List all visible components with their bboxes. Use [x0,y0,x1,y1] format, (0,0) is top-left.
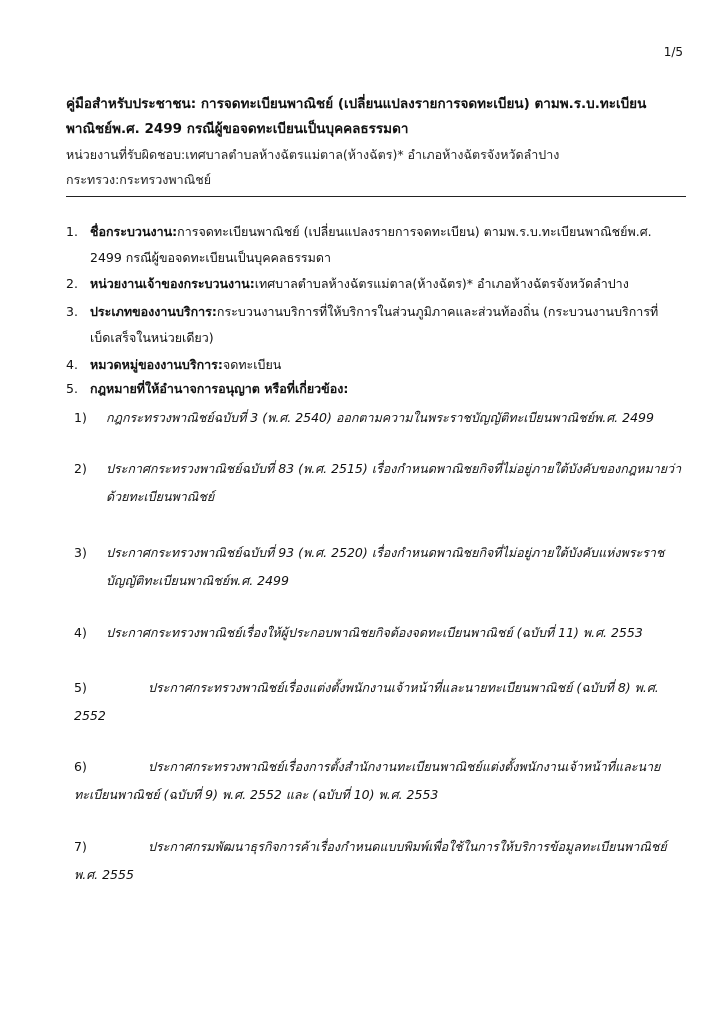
list-item [66,352,686,378]
law-text: ประกาศกรมพัฒนาธุรกิจการค้าเรื่องกำหนดแบบพิมพ์เพื่อใช้ในการให้บริการข้อมูลทะเบียนพาณิชย์ พ.ศ. 2555 [74,839,667,882]
item-value: การจดทะเบียนพาณิชย์ (เปลี่ยนแปลงรายการจดทะเบียน) ตามพ.ร.บ.ทะเบียนพาณิชย์พ.ศ. 2499 กรณีผู้ขอจดทะเบียนเป็นบุคคลธรรมดา [90,224,652,265]
item-label: ประเภทของงานบริการ: [90,304,217,319]
law-number: 1) [74,410,87,425]
list-item [66,299,686,351]
law-item [74,404,686,432]
law-number: 7) [74,839,87,854]
law-item [74,619,686,647]
item-label: ชื่อกระบวนงาน: [90,224,178,239]
item-label: หน่วยงานเจ้าของกระบวนงาน: [90,276,255,291]
law-text: กฎกระทรวงพาณิชย์ฉบับที่ 3 (พ.ศ. 2540) ออกตามความในพระราชบัญญัติทะเบียนพาณิชย์พ.ศ. 2499 [106,410,654,425]
page-number: 1/5 [663,45,683,59]
responsible-agency: หน่วยงานที่รับผิดชอบ:เทศบาลตำบลห้างฉัตรแม่ตาล(ห้างฉัตร)* อำเภอห้างฉัตรจังหวัดลำปาง [66,147,560,162]
law-item [74,539,686,595]
item-number: 3. [66,304,78,319]
law-text: ประกาศกระทรวงพาณิชย์ฉบับที่ 83 (พ.ศ. 2515) เรื่องกำหนดพาณิชยกิจที่ไม่อยู่ภายใต้บังคับของกฎหมายว่าด้วยทะเบียนพาณิชย์ [106,461,682,504]
item-number: 1. [66,224,78,239]
law-text: ประกาศกระทรวงพาณิชย์ฉบับที่ 93 (พ.ศ. 2520) เรื่องกำหนดพาณิชยกิจที่ไม่อยู่ภายใต้บังคับแห่งพระราชบัญญัติทะเบียนพาณิชย์พ.ศ. 2499 [106,545,665,588]
law-number: 4) [74,625,87,640]
law-number: 5) [74,680,87,695]
law-item [74,674,686,730]
law-item [74,753,686,809]
law-number: 6) [74,759,87,774]
ministry: กระทรวง:กระทรวงพาณิชย์ [66,172,212,187]
law-text: ประกาศกระทรวงพาณิชย์เรื่องแต่งตั้งพนักงานเจ้าหน้าที่และนายทะเบียนพาณิชย์ (ฉบับที่ 8) พ.ศ. 2552 [74,680,659,723]
item-number: 2. [66,276,78,291]
list-item [66,376,686,402]
law-number: 2) [74,461,87,476]
law-text: ประกาศกระทรวงพาณิชย์เรื่องให้ผู้ประกอบพาณิชยกิจต้องจดทะเบียนพาณิชย์ (ฉบับที่ 11) พ.ศ. 2553 [106,625,643,640]
item-value: เทศบาลตำบลห้างฉัตรแม่ตาล(ห้างฉัตร)* อำเภอห้างฉัตรจังหวัดลำปาง [254,276,629,291]
item-number: 5. [66,381,78,396]
item-label: หมวดหมู่ของงานบริการ: [90,357,223,372]
item-label: กฎหมายที่ให้อำนาจการอนุญาต หรือที่เกี่ยวข้อง: [90,381,349,396]
list-item [66,219,686,271]
item-number: 4. [66,357,78,372]
header-divider [66,196,686,197]
law-text: ประกาศกระทรวงพาณิชย์เรื่องการตั้งสำนักงานทะเบียนพาณิชย์แต่งตั้งพนักงานเจ้าหน้าที่และนายทะเบียนพาณิชย์ (ฉบับที่ 9) พ.ศ. 2552 และ (ฉบับที่ 10) พ.ศ. 2553 [74,759,661,802]
document-title: คู่มือสำหรับประชาชน: การจดทะเบียนพาณิชย์ (เปลี่ยนแปลงรายการจดทะเบียน) ตามพ.ร.บ.ทะเบียนพาณิชย์พ.ศ. 2499 กรณีผู้ขอจดทะเบียนเป็นบุคคลธรรมดา [66,96,647,137]
document-header [66,92,686,192]
law-number: 3) [74,545,87,560]
item-value: กระบวนงานบริการที่ให้บริการในส่วนภูมิภาคและส่วนท้องถิ่น (กระบวนงานบริการที่เบ็ดเสร็จในหน่วยเดียว) [90,304,659,345]
item-value: จดทะเบียน [222,357,282,372]
list-item [66,271,686,297]
law-item [74,833,686,889]
law-item [74,455,686,511]
